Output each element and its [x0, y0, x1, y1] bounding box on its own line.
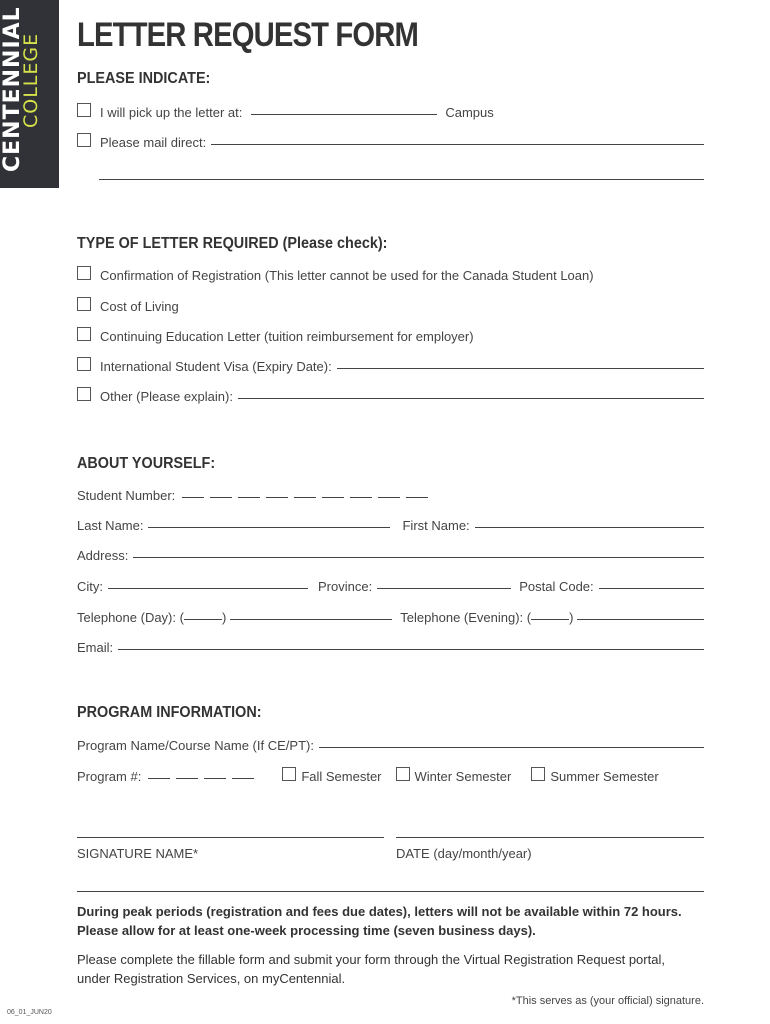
email-row	[77, 635, 704, 655]
date-field[interactable]	[396, 837, 704, 838]
program-number-field[interactable]	[148, 778, 260, 784]
letter-option-label: International Student Visa (Expiry Date):	[100, 359, 332, 374]
tel-day-field[interactable]	[230, 619, 392, 620]
email-field[interactable]	[118, 649, 704, 650]
telephone-row	[77, 605, 704, 625]
official-signature-note: *This serves as (your official) signature.	[511, 995, 704, 1007]
other-checkbox[interactable]	[77, 387, 91, 401]
college-logo-panel	[0, 0, 59, 188]
mail-label: Please mail direct:	[100, 135, 207, 150]
section-heading-about: ABOUT YOURSELF:	[77, 455, 216, 472]
letter-option-row	[77, 354, 704, 374]
winter-semester-checkbox[interactable]	[396, 767, 410, 781]
summer-semester-checkbox[interactable]	[531, 767, 545, 781]
winter-semester-label: Winter Semester	[414, 769, 512, 784]
program-name-label: Program Name/Course Name (If CE/PT):	[77, 738, 314, 753]
letter-option-row	[77, 263, 704, 283]
mail-address-field-2[interactable]	[99, 179, 704, 180]
letter-option-label: Other (Please explain):	[100, 389, 233, 404]
student-number-row	[77, 483, 704, 503]
cost-of-living-checkbox[interactable]	[77, 297, 91, 311]
fall-semester-label: Fall Semester	[301, 769, 382, 784]
letter-option-label: Cost of Living	[100, 299, 179, 314]
tel-evening-field[interactable]	[577, 619, 704, 620]
student-number-field[interactable]	[182, 497, 434, 503]
letter-option-row	[77, 384, 704, 404]
pickup-checkbox[interactable]	[77, 103, 91, 117]
confirmation-checkbox[interactable]	[77, 266, 91, 280]
peak-period-note: During peak periods (registration and fees due dates), letters will not be available within 72 hours. Please allow for at least one-week processing time (seven business days).	[77, 904, 682, 938]
student-visa-checkbox[interactable]	[77, 357, 91, 371]
postal-code-label: Postal Code:	[519, 579, 594, 594]
summer-semester-label: Summer Semester	[550, 769, 659, 784]
postal-code-field[interactable]	[599, 588, 704, 589]
program-number-label: Program #:	[77, 769, 142, 784]
section-heading-program: PROGRAM INFORMATION:	[77, 704, 262, 721]
divider	[77, 891, 704, 892]
address-label: Address:	[77, 548, 129, 563]
tel-day-area-field[interactable]	[184, 619, 222, 620]
other-explain-field[interactable]	[238, 398, 704, 399]
campus-label: Campus	[445, 105, 494, 120]
name-row	[77, 513, 704, 533]
province-label: Province:	[318, 579, 373, 594]
fall-semester-checkbox[interactable]	[282, 767, 296, 781]
mail-row	[77, 130, 704, 150]
tel-day-label: Telephone (Day): (	[77, 610, 184, 625]
paren-close: )	[221, 610, 227, 625]
paren-close: )	[569, 610, 574, 625]
pickup-label: I will pick up the letter at:	[100, 105, 243, 120]
form-code: 06_01_JUN20	[7, 1009, 52, 1016]
signature-name-label: SIGNATURE NAME*	[77, 846, 199, 861]
province-field[interactable]	[377, 588, 511, 589]
pickup-row	[77, 100, 704, 120]
program-number-row	[77, 764, 704, 784]
tel-evening-label: Telephone (Evening): (	[400, 610, 532, 625]
address-field[interactable]	[133, 557, 704, 558]
mail-checkbox[interactable]	[77, 133, 91, 147]
program-name-row	[77, 733, 704, 753]
program-name-field[interactable]	[319, 747, 704, 748]
last-name-label: Last Name:	[77, 518, 144, 533]
logo-line2: COLLEGE	[20, 32, 42, 128]
logo-line1: CENTENNIAL	[0, 6, 25, 172]
submission-note: Please complete the fillable form and submit your form through the Virtual Registration Request portal, under Registration Services, on myCentennial.	[77, 952, 665, 986]
city-row	[77, 574, 704, 594]
section-heading-letter-type: TYPE OF LETTER REQUIRED (Please check):	[77, 235, 388, 252]
city-label: City:	[77, 579, 103, 594]
section-heading-indicate: PLEASE INDICATE:	[77, 70, 211, 87]
letter-option-row	[77, 294, 704, 314]
pickup-campus-field[interactable]	[251, 114, 437, 115]
visa-expiry-field[interactable]	[337, 368, 704, 369]
letter-option-label: Continuing Education Letter (tuition reimbursement for employer)	[100, 329, 474, 344]
letter-option-row	[77, 324, 704, 344]
first-name-field[interactable]	[475, 527, 704, 528]
page-title: LETTER REQUEST FORM	[77, 16, 419, 54]
city-field[interactable]	[108, 588, 308, 589]
college-logo	[2, 6, 40, 172]
date-label: DATE (day/month/year)	[396, 846, 532, 861]
continuing-education-checkbox[interactable]	[77, 327, 91, 341]
letter-option-label: Confirmation of Registration (This letter cannot be used for the Canada Student Loan)	[100, 268, 594, 283]
first-name-label: First Name:	[402, 518, 470, 533]
email-label: Email:	[77, 640, 114, 655]
last-name-field[interactable]	[148, 527, 390, 528]
student-number-label: Student Number:	[77, 488, 176, 503]
address-row	[77, 543, 704, 563]
tel-evening-area-field[interactable]	[531, 619, 569, 620]
mail-address-field[interactable]	[211, 144, 704, 145]
signature-name-field[interactable]	[77, 837, 384, 838]
